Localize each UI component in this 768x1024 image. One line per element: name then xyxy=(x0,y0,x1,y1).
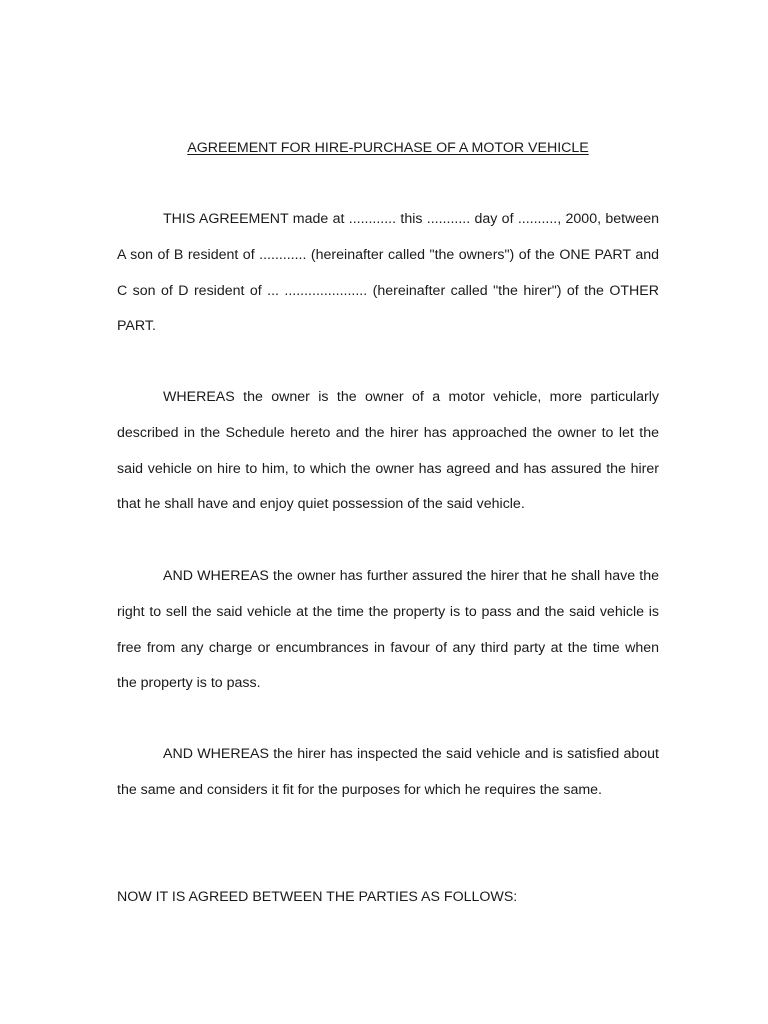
paragraph-whereas-inspection: AND WHEREAS the hirer has inspected the said vehicle and is satisfied about the same and considers it fit for the purposes for which he requires the same. xyxy=(117,746,659,798)
agreement-closing-line: NOW IT IS AGREED BETWEEN THE PARTIES AS FOLLOWS: xyxy=(117,889,518,905)
paragraph-whereas-right-to-sell: AND WHEREAS the owner has further assured the hirer that he shall have the right to sell the said vehicle at the time the property is to pass and the said vehicle is free from any charge or encumbrances in favour of any third party at the time when the property is to pass. xyxy=(117,568,659,692)
document-title: AGREEMENT FOR HIRE-PURCHASE OF A MOTOR VEHICLE xyxy=(187,140,589,156)
paragraph-whereas-ownership: WHEREAS the owner is the owner of a motor vehicle, more particularly described in the Schedule hereto and the hirer has approached the owner to let the said vehicle on hire to him, to which the owner has agreed and has assured the hirer that he shall have and enjoy quiet possession of the said vehicle. xyxy=(117,389,659,513)
paragraph-parties: THIS AGREEMENT made at ............ this ........... day of .........., 2000, between A son of B resident of ............ (hereinafter called "the owners") of the ONE PART and C son of D resident of ... ..................... (hereinafter called "the hirer") of the OTHER PART. xyxy=(117,211,659,335)
